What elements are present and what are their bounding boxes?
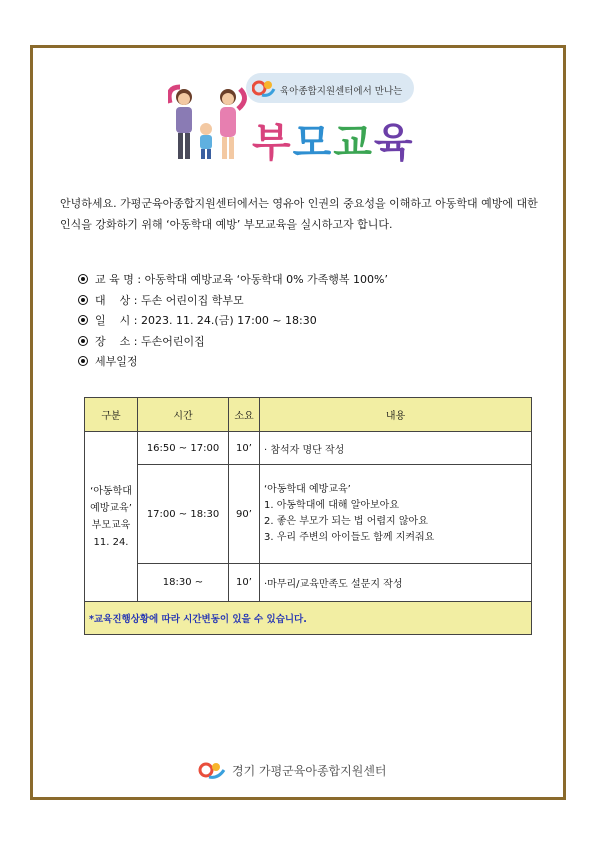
info-item-schedule: 세부일정: [78, 352, 548, 373]
info-item-target: 대 상 : 두손 어린이집 학부모: [78, 291, 548, 312]
duration-cell: 10’: [229, 432, 260, 465]
info-item-name: 교 육 명 : 아동학대 예방교육 ‘아동학대 0% 가족행복 100%’: [78, 270, 548, 291]
header-cell-category: 구분: [85, 398, 138, 432]
info-item-place: 장 소 : 두손어린이집: [78, 332, 548, 353]
header-banner: [168, 73, 418, 166]
schedule-table: [84, 397, 532, 635]
content-cell: · 참석자 명단 작성: [260, 432, 532, 465]
content-cell: ·마무리/교육만족도 설문지 작성: [260, 564, 532, 602]
duration-cell: 10’: [229, 564, 260, 602]
bullet-icon: [78, 315, 88, 325]
banner-subtitle: 육아종합지원센터에서 만나는: [280, 86, 403, 97]
info-item-datetime: 일 시 : 2023. 11. 24.(금) 17:00 ~ 18:30: [78, 311, 548, 332]
family-illustration-icon: [168, 83, 248, 165]
duration-cell: 90’: [229, 465, 260, 564]
center-logo-icon: [198, 761, 228, 779]
content-cell: ‘아동학대 예방교육’ 1. 아동학대에 대해 알아보아요 2. 좋은 부모가 되는 법 어렵지 않아요 3. 우리 주변의 아이들도 함께 지켜줘요: [260, 465, 532, 564]
bullet-icon: [78, 295, 88, 305]
footer-org-name: 경기 가평군육아종합지원센터: [232, 764, 387, 778]
header-cell-content: 내용: [260, 398, 532, 432]
time-cell: 17:00 ~ 18:30: [138, 465, 229, 564]
footer-org: [198, 761, 387, 779]
bullet-icon: [78, 356, 88, 366]
bullet-icon: [78, 336, 88, 346]
banner-title: 부모교육: [252, 120, 415, 166]
note-row: [85, 602, 532, 635]
group-label-cell: ‘아동학대 예방교육’ 부모교육 11. 24.: [85, 432, 138, 602]
table-header-row: [85, 398, 532, 432]
note-cell: *교육진행상황에 따라 시간변동이 있을 수 있습니다.: [85, 602, 532, 635]
table-row: [85, 432, 532, 465]
time-cell: 18:30 ~: [138, 564, 229, 602]
table-row: [85, 564, 532, 602]
table-row: [85, 465, 532, 564]
info-list: [78, 270, 548, 373]
bullet-icon: [78, 274, 88, 284]
header-cell-duration: 소요: [229, 398, 260, 432]
header-cell-time: 시간: [138, 398, 229, 432]
center-logo-icon: [252, 79, 276, 97]
time-cell: 16:50 ~ 17:00: [138, 432, 229, 465]
intro-paragraph: 안녕하세요. 가평군육아종합지원센터에서는 영유아 인권의 중요성을 이해하고 아동학대 예방에 대한 인식을 강화하기 위해 ‘아동학대 예방’ 부모교육을 실시하고자 합니다.: [60, 197, 538, 231]
